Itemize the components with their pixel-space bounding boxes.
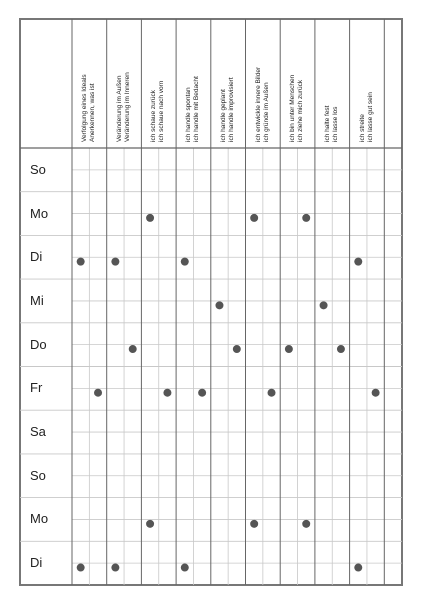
day-label-2: Mo [30, 205, 49, 221]
mark-dot [146, 520, 154, 528]
mark-dot [94, 389, 102, 397]
mark-dot [320, 301, 328, 309]
mark-dot [233, 345, 241, 353]
mark-dot [285, 345, 293, 353]
mark-dot [129, 345, 137, 353]
mark-dot [372, 389, 380, 397]
day-label-7: Sa [30, 424, 46, 440]
mark-dot [198, 389, 206, 397]
day-label-1: So [30, 161, 46, 177]
mark-dot [163, 389, 171, 397]
mark-dot [111, 564, 119, 572]
day-label-8: So [30, 467, 46, 483]
mark-dot [77, 258, 85, 266]
column-header-3-2: ich schaue nach vorn [158, 80, 166, 142]
column-header-5-1: ich handle geplant [219, 89, 227, 142]
column-header-2-1: Veränderung im Außen [115, 75, 123, 142]
column-header-8-1: ich halte fest [323, 105, 331, 142]
column-header-7-2: ich ziehe mich zurück [297, 79, 305, 142]
mark-dot [268, 389, 276, 397]
column-header-2-2: Veränderung im Inneren [123, 72, 131, 142]
day-label-6: Fr [30, 380, 43, 396]
mark-dot [146, 214, 154, 222]
column-header-6-2: ich gründe im Außen [262, 82, 270, 142]
column-header-4-2: ich handle mit Bedacht [193, 76, 201, 142]
column-header-1-2: Anerkennen, was ist [89, 83, 96, 142]
mark-dot [111, 258, 119, 266]
mark-dot [181, 258, 189, 266]
column-header-1-1: Verfolgung eines Ideals [81, 74, 88, 142]
mark-dot [354, 564, 362, 572]
day-label-3: Di [30, 249, 43, 265]
column-header-9-2: ich lasse gut sein [366, 92, 374, 142]
column-header-8-2: ich lasse los [331, 106, 339, 142]
day-label-5: Do [30, 336, 47, 352]
mark-dot [354, 258, 362, 266]
day-label-9: Mo [30, 511, 49, 527]
mark-dot [215, 301, 223, 309]
column-header-7-1: ich bin unter Menschen [289, 74, 297, 142]
day-label-10: Di [30, 555, 43, 571]
mark-dot [77, 564, 85, 572]
day-label-4: Mi [30, 292, 44, 308]
mark-dot [302, 520, 310, 528]
mark-dot [181, 564, 189, 572]
mark-dot [250, 520, 258, 528]
mark-dot [250, 214, 258, 222]
mark-dot [302, 214, 310, 222]
mark-dot [337, 345, 345, 353]
column-header-6-1: ich entwickle innere Bilder [254, 66, 262, 142]
column-header-3-1: ich schaue zurück [150, 89, 158, 142]
column-header-4-1: ich handle spontan [185, 87, 193, 142]
column-header-9-1: ich streite [358, 114, 366, 142]
column-header-5-2: ich handle improvisiert [227, 77, 235, 142]
